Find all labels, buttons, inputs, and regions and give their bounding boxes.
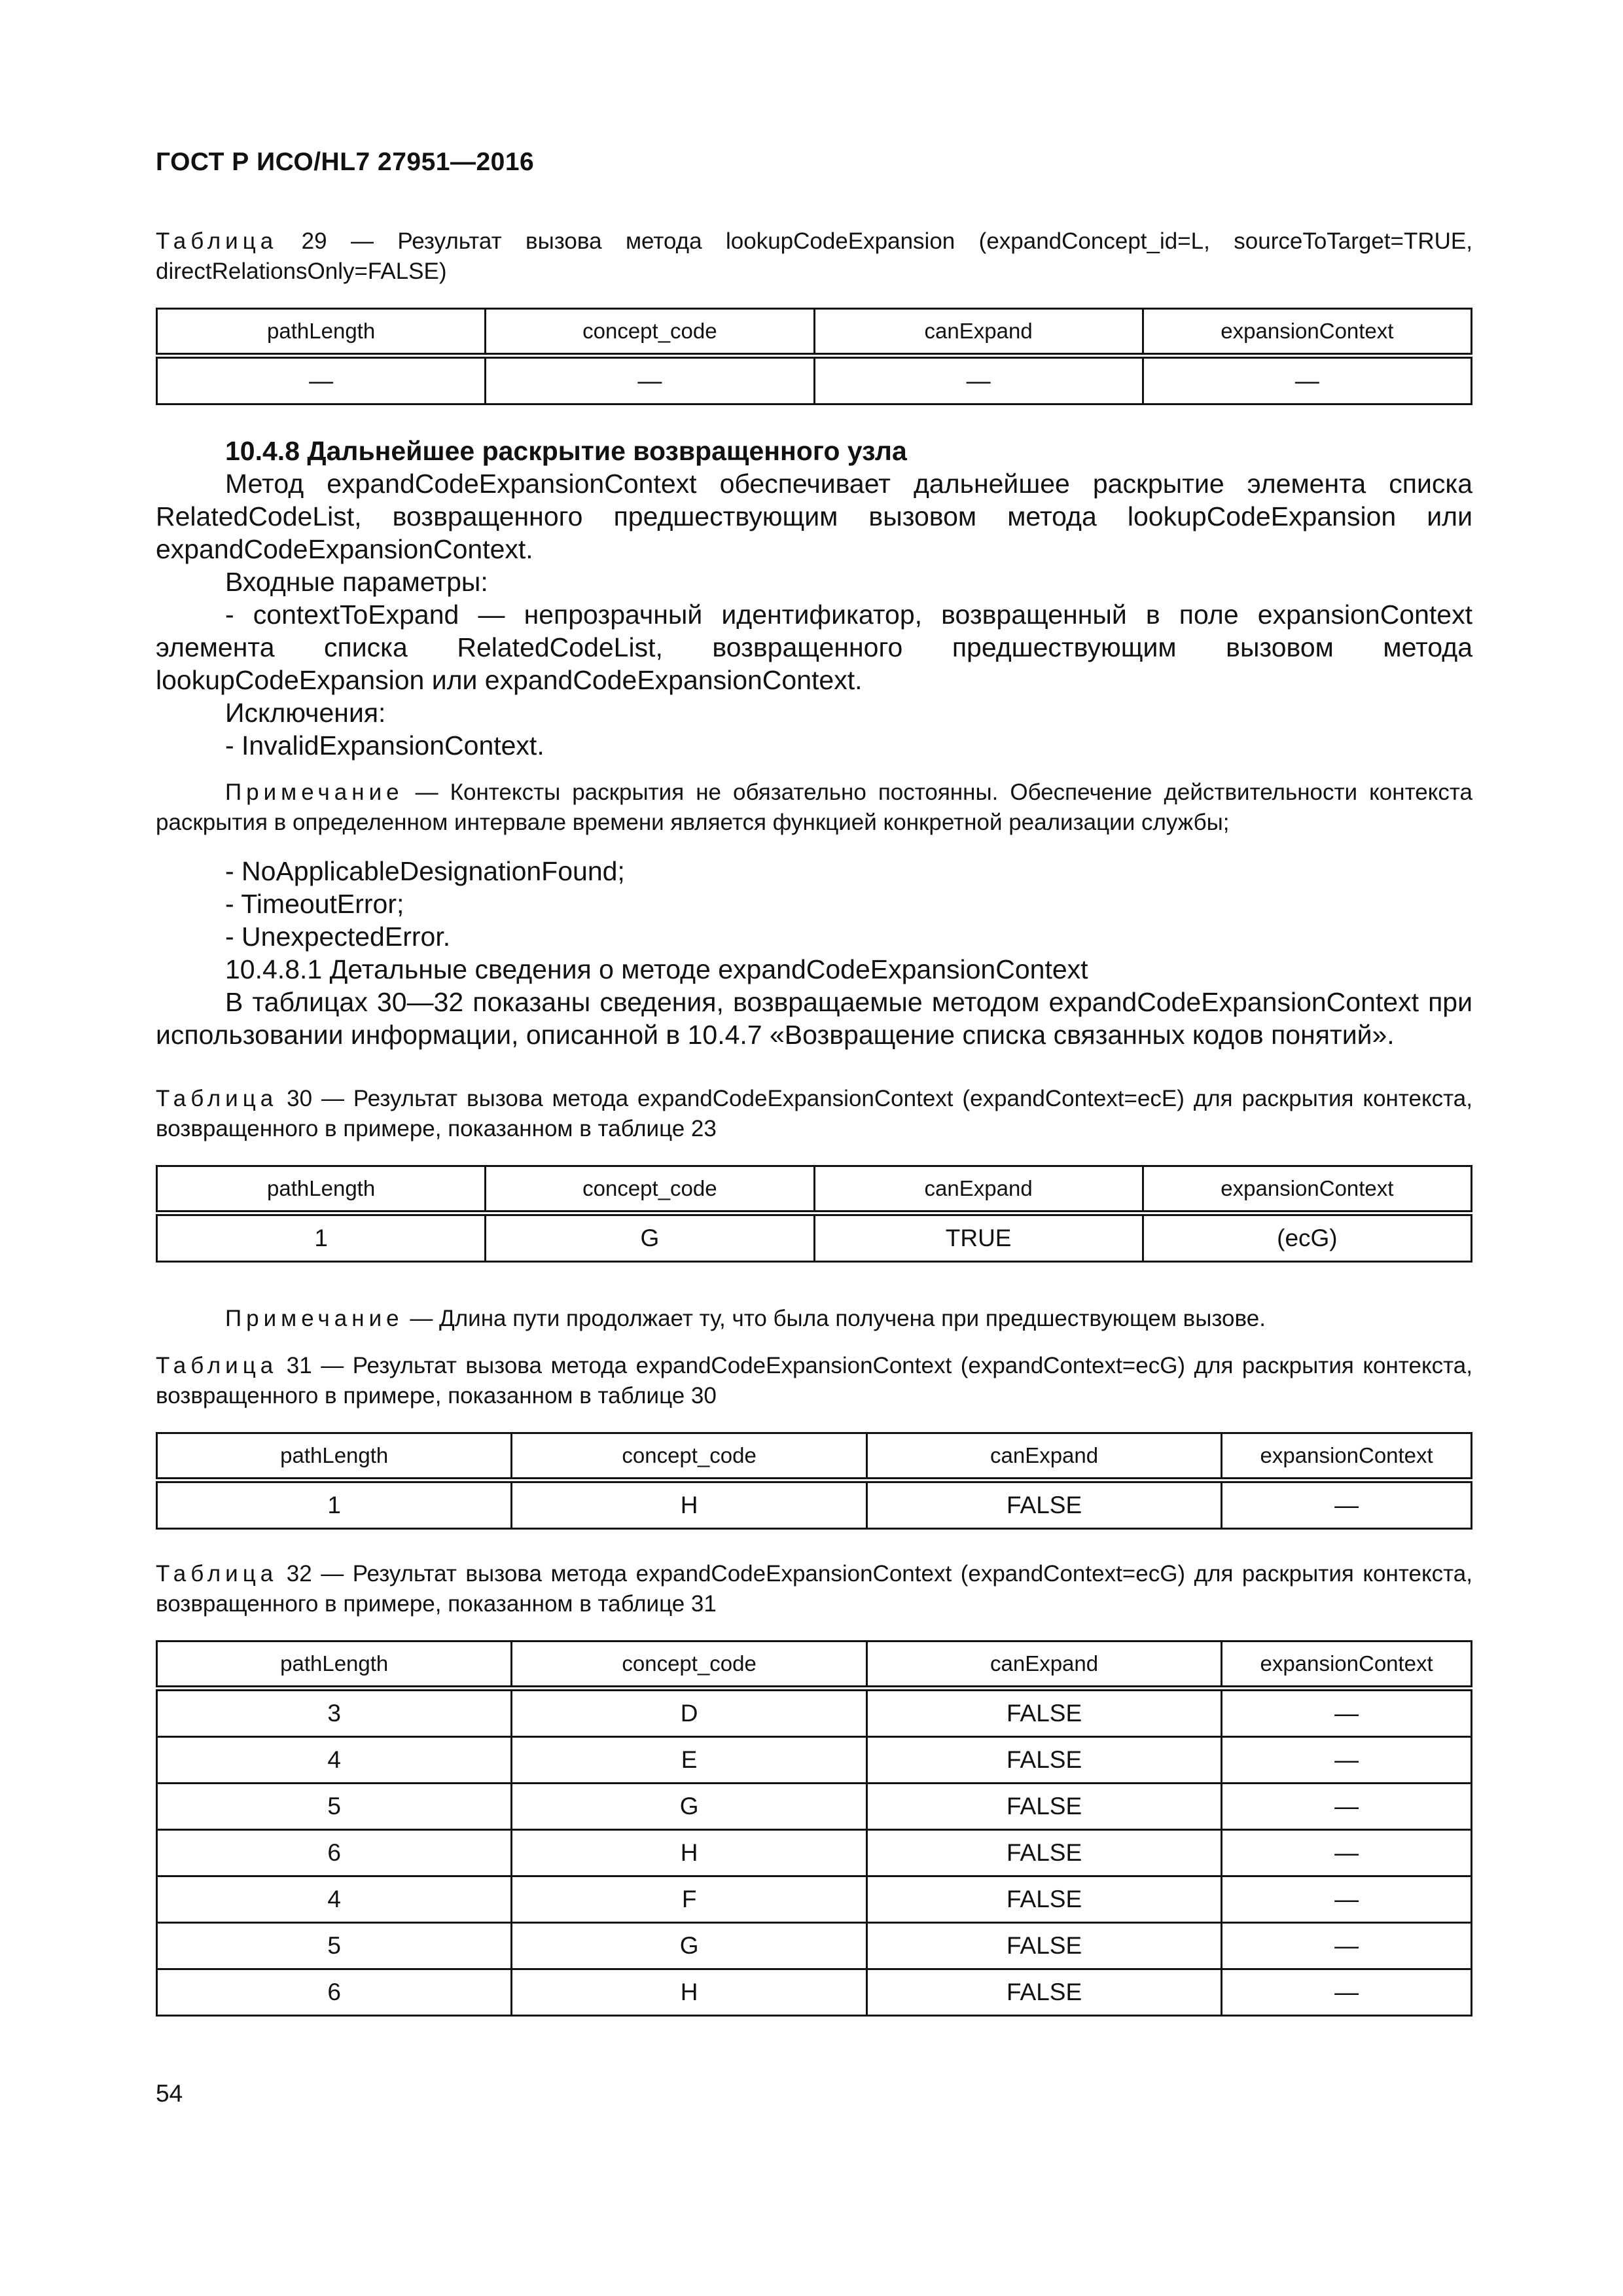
table-cell: FALSE: [866, 1876, 1221, 1923]
table-cell: —: [1222, 1737, 1472, 1784]
table-cell: —: [814, 356, 1143, 404]
table-cell: —: [1222, 1480, 1472, 1529]
note-text: — Длина пути продолжает ту, что была получена при предшествующем вызове.: [403, 1306, 1266, 1331]
exception-item: - InvalidExpansionContext.: [225, 730, 544, 761]
table-cell: D: [512, 1689, 866, 1737]
caption-label: Таблица: [156, 228, 278, 254]
paragraph: В таблицах 30—32 показаны сведения, возвращаемые методом expandCodeExpansionContext при использовании информации, описанной в 10.4.7 «Возвращение списка связанных кодов понятий».: [156, 987, 1472, 1050]
table-row: [157, 1480, 1472, 1529]
table-row: [157, 1689, 1472, 1737]
table-cell: FALSE: [866, 1923, 1221, 1969]
column-header: pathLength: [157, 1166, 486, 1213]
table-cell: 6: [157, 1969, 512, 2016]
table-row: [157, 1737, 1472, 1784]
column-header: concept_code: [486, 309, 814, 356]
exception-item: - NoApplicableDesignationFound;: [225, 856, 625, 886]
table-cell: H: [512, 1830, 866, 1876]
column-header: pathLength: [157, 1433, 512, 1480]
table-cell: —: [1222, 1784, 1472, 1830]
table-32: [156, 1640, 1472, 2017]
table-row: [157, 1830, 1472, 1876]
input-param-item: - contextToExpand — непрозрачный идентификатор, возвращенный в поле expansionContext элемента списка RelatedCodeList, возвращенного предшествующим вызовом метода lookupCodeExpansion или expandCodeExpansionContext.: [156, 600, 1472, 695]
table-cell: E: [512, 1737, 866, 1784]
table-cell: 1: [157, 1213, 486, 1262]
exception-item: - TimeoutError;: [225, 889, 404, 919]
table-row: [157, 1876, 1472, 1923]
note-2: [156, 1304, 1472, 1334]
table-cell: —: [1222, 1830, 1472, 1876]
table-cell: H: [512, 1969, 866, 2016]
exception-item: - UnexpectedError.: [225, 922, 451, 952]
table-cell: H: [512, 1480, 866, 1529]
table-row: [157, 356, 1472, 404]
section-10-4-8: [156, 435, 1472, 762]
table-header-row: [157, 1641, 1472, 1689]
table-29-caption: [156, 226, 1472, 287]
exceptions-label: Исключения:: [225, 698, 386, 728]
caption-label: Таблица: [156, 1561, 278, 1587]
subsection-heading: 10.4.8.1 Детальные сведения о методе expandCodeExpansionContext: [225, 954, 1088, 984]
column-header: expansionContext: [1222, 1641, 1472, 1689]
table-cell: —: [1222, 1876, 1472, 1923]
table-header-row: [157, 1166, 1472, 1213]
table-cell: G: [486, 1213, 814, 1262]
caption-text: 29 — Результат вызова метода lookupCodeExpansion (expandConcept_id=L, sourceToTarget=TRUE, directRelationsOnly=FALSE): [156, 228, 1472, 284]
column-header: expansionContext: [1143, 309, 1471, 356]
table-cell: 1: [157, 1480, 512, 1529]
table-cell: 5: [157, 1923, 512, 1969]
table-30: [156, 1165, 1472, 1263]
table-row: [157, 1969, 1472, 2016]
note-1: [156, 778, 1472, 838]
column-header: pathLength: [157, 309, 486, 356]
table-cell: 4: [157, 1737, 512, 1784]
table-cell: —: [486, 356, 814, 404]
page-number: 54: [156, 2080, 183, 2107]
caption-label: Таблица: [156, 1353, 278, 1378]
column-header: expansionContext: [1143, 1166, 1471, 1213]
table-cell: F: [512, 1876, 866, 1923]
table-cell: FALSE: [866, 1969, 1221, 2016]
caption-label: Таблица: [156, 1086, 278, 1111]
table-cell: G: [512, 1784, 866, 1830]
table-row: [157, 1213, 1472, 1262]
table-cell: FALSE: [866, 1480, 1221, 1529]
inputs-label: Входные параметры:: [225, 567, 488, 597]
table-31: [156, 1432, 1472, 1530]
table-header-row: [157, 309, 1472, 356]
column-header: pathLength: [157, 1641, 512, 1689]
table-32-caption: [156, 1559, 1472, 1619]
table-31-caption: [156, 1351, 1472, 1411]
table-30-caption: [156, 1084, 1472, 1144]
column-header: expansionContext: [1222, 1433, 1472, 1480]
table-29: [156, 308, 1472, 405]
note-text: — Контексты раскрытия не обязательно постоянны. Обеспечение действительности контекста раскрытия в определенном интервале времени является функцией конкретной реализации службы;: [156, 780, 1472, 835]
table-row: [157, 1784, 1472, 1830]
table-cell: FALSE: [866, 1689, 1221, 1737]
table-cell: FALSE: [866, 1784, 1221, 1830]
section-heading: 10.4.8 Дальнейшее раскрытие возвращенного узла: [225, 436, 907, 466]
table-cell: 3: [157, 1689, 512, 1737]
caption-text: 32 — Результат вызова метода expandCodeExpansionContext (expandContext=ecG) для раскрытия контекста, возвращенного в примере, показанном в таблице 31: [156, 1561, 1472, 1617]
paragraph: Метод expandCodeExpansionContext обеспечивает дальнейшее раскрытие элемента списка RelatedCodeList, возвращенного предшествующим вызовом метода lookupCodeExpansion или expandCodeExpansionContext.: [156, 469, 1472, 564]
caption-text: 31 — Результат вызова метода expandCodeExpansionContext (expandContext=ecG) для раскрытия контекста, возвращенного в примере, показанном в таблице 30: [156, 1353, 1472, 1408]
table-cell: FALSE: [866, 1737, 1221, 1784]
table-cell: FALSE: [866, 1830, 1221, 1876]
caption-text: 30 — Результат вызова метода expandCodeExpansionContext (expandContext=ecE) для раскрытия контекста, возвращенного в примере, показанном в таблице 23: [156, 1086, 1472, 1141]
column-header: concept_code: [512, 1641, 866, 1689]
table-cell: —: [1143, 356, 1471, 404]
table-cell: (ecG): [1143, 1213, 1471, 1262]
table-cell: 5: [157, 1784, 512, 1830]
table-cell: 4: [157, 1876, 512, 1923]
table-cell: —: [1222, 1689, 1472, 1737]
column-header: canExpand: [866, 1641, 1221, 1689]
table-cell: —: [1222, 1923, 1472, 1969]
document-header: ГОСТ Р ИСО/HL7 27951—2016: [156, 148, 535, 176]
column-header: canExpand: [814, 1166, 1143, 1213]
table-row: [157, 1923, 1472, 1969]
table-header-row: [157, 1433, 1472, 1480]
column-header: concept_code: [512, 1433, 866, 1480]
note-label: Примечание: [225, 780, 404, 805]
column-header: concept_code: [486, 1166, 814, 1213]
column-header: canExpand: [814, 309, 1143, 356]
table-cell: G: [512, 1923, 866, 1969]
table-cell: —: [157, 356, 486, 404]
table-cell: 6: [157, 1830, 512, 1876]
note-label: Примечание: [225, 1306, 404, 1331]
column-header: canExpand: [866, 1433, 1221, 1480]
table-cell: —: [1222, 1969, 1472, 2016]
table-cell: TRUE: [814, 1213, 1143, 1262]
section-continued: [156, 855, 1472, 1051]
